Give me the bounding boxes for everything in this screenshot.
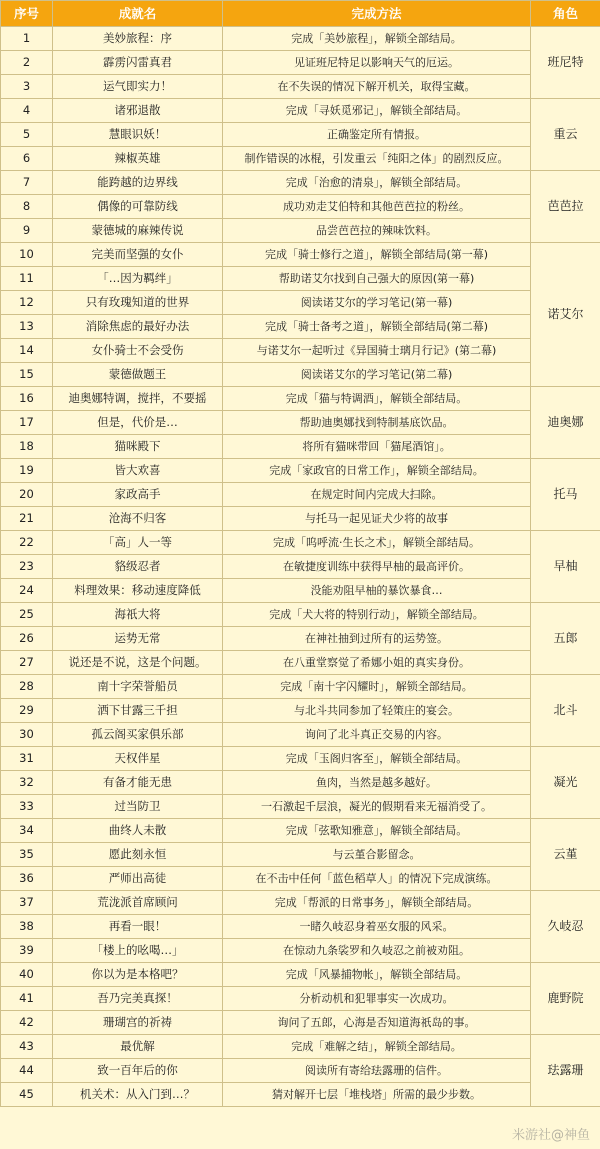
row-method: 阅读诺艾尔的学习笔记(第一幕) xyxy=(223,291,531,315)
row-method: 鱼肉，当然是越多越好。 xyxy=(223,771,531,795)
header-method: 完成方法 xyxy=(223,1,531,27)
row-name: 严师出高徒 xyxy=(53,867,223,891)
row-name: 偶像的可靠防线 xyxy=(53,195,223,219)
table-body xyxy=(1,27,600,1107)
row-method: 一石激起千层浪，凝光的假期看来无福消受了。 xyxy=(223,795,531,819)
row-name: 「楼上的吆喝…」 xyxy=(53,939,223,963)
row-name: 南十字荣誉船员 xyxy=(53,675,223,699)
row-no: 43 xyxy=(1,1035,53,1059)
row-no: 17 xyxy=(1,411,53,435)
row-no: 35 xyxy=(1,843,53,867)
row-no: 11 xyxy=(1,267,53,291)
row-no: 18 xyxy=(1,435,53,459)
row-method: 成功劝走艾伯特和其他芭芭拉的粉丝。 xyxy=(223,195,531,219)
row-method: 正确鉴定所有情报。 xyxy=(223,123,531,147)
row-method: 询问了北斗真正交易的内容。 xyxy=(223,723,531,747)
table-row xyxy=(1,771,600,795)
row-name: 孤云阁买家俱乐部 xyxy=(53,723,223,747)
watermark: 米游社@神鱼 xyxy=(511,1128,590,1143)
row-role: 五郎 xyxy=(531,603,600,675)
table-row xyxy=(1,1083,600,1107)
row-no: 8 xyxy=(1,195,53,219)
row-role: 鹿野院 xyxy=(531,963,600,1035)
row-method: 完成「南十字闪耀时」，解锁全部结局。 xyxy=(223,675,531,699)
header-role: 角色 xyxy=(531,1,600,27)
row-no: 33 xyxy=(1,795,53,819)
row-name: 荒泷派首席顾问 xyxy=(53,891,223,915)
table-row xyxy=(1,291,600,315)
table-row xyxy=(1,507,600,531)
row-method: 完成「玉阁归客至」，解锁全部结局。 xyxy=(223,747,531,771)
table-row xyxy=(1,195,600,219)
row-role: 班尼特 xyxy=(531,27,600,99)
table-row xyxy=(1,1011,600,1035)
table-row xyxy=(1,147,600,171)
row-method: 在八重堂察觉了希娜小姐的真实身份。 xyxy=(223,651,531,675)
table-row xyxy=(1,891,600,915)
table-row xyxy=(1,99,600,123)
row-no: 34 xyxy=(1,819,53,843)
row-role: 诺艾尔 xyxy=(531,243,600,387)
row-name: 运气即实力！ xyxy=(53,75,223,99)
row-name: 但是，代价是… xyxy=(53,411,223,435)
row-role: 北斗 xyxy=(531,675,600,747)
row-role: 久岐忍 xyxy=(531,891,600,963)
row-method: 完成「犬大将的特别行动」，解锁全部结局。 xyxy=(223,603,531,627)
row-no: 42 xyxy=(1,1011,53,1035)
row-method: 完成「美妙旅程」，解锁全部结局。 xyxy=(223,27,531,51)
row-method: 一睹久岐忍身着巫女服的风采。 xyxy=(223,915,531,939)
row-no: 10 xyxy=(1,243,53,267)
table-row xyxy=(1,963,600,987)
row-method: 完成「帮派的日常事务」，解锁全部结局。 xyxy=(223,891,531,915)
row-method: 见证班尼特足以影响天气的厄运。 xyxy=(223,51,531,75)
row-method: 阅读所有寄给珐露珊的信件。 xyxy=(223,1059,531,1083)
row-no: 24 xyxy=(1,579,53,603)
row-method: 在神社抽到过所有的运势签。 xyxy=(223,627,531,651)
row-no: 25 xyxy=(1,603,53,627)
row-method: 在规定时间内完成大扫除。 xyxy=(223,483,531,507)
table-row xyxy=(1,219,600,243)
table-row xyxy=(1,27,600,51)
row-no: 4 xyxy=(1,99,53,123)
row-no: 40 xyxy=(1,963,53,987)
row-role: 早柚 xyxy=(531,531,600,603)
row-method: 完成「难解之结」，解锁全部结局。 xyxy=(223,1035,531,1059)
table-row xyxy=(1,459,600,483)
row-no: 41 xyxy=(1,987,53,1011)
table-row xyxy=(1,603,600,627)
table-row xyxy=(1,171,600,195)
table-row xyxy=(1,555,600,579)
table-row xyxy=(1,675,600,699)
row-no: 23 xyxy=(1,555,53,579)
row-name: 你以为是本格吧？ xyxy=(53,963,223,987)
table-row xyxy=(1,699,600,723)
table-row xyxy=(1,483,600,507)
row-method: 在惊动九条裟罗和久岐忍之前被劝阻。 xyxy=(223,939,531,963)
row-name: 美妙旅程：序 xyxy=(53,27,223,51)
table-row xyxy=(1,531,600,555)
row-name: 只有玫瑰知道的世界 xyxy=(53,291,223,315)
row-no: 7 xyxy=(1,171,53,195)
row-name: 曲终人未散 xyxy=(53,819,223,843)
row-name: 海祇大将 xyxy=(53,603,223,627)
row-name: 完美而坚强的女仆 xyxy=(53,243,223,267)
row-name: 天权伴星 xyxy=(53,747,223,771)
row-method: 帮助迪奥娜找到特制基底饮品。 xyxy=(223,411,531,435)
row-name: 消除焦虑的最好办法 xyxy=(53,315,223,339)
row-no: 28 xyxy=(1,675,53,699)
table-row xyxy=(1,435,600,459)
row-no: 20 xyxy=(1,483,53,507)
row-name: 皆大欢喜 xyxy=(53,459,223,483)
row-role: 珐露珊 xyxy=(531,1035,600,1107)
row-name: 诸邪退散 xyxy=(53,99,223,123)
row-method: 猜对解开七层「堆栈塔」所需的最少步数。 xyxy=(223,1083,531,1107)
row-no: 31 xyxy=(1,747,53,771)
table-row xyxy=(1,1035,600,1059)
row-method: 帮助诺艾尔找到自己强大的原因(第一幕) xyxy=(223,267,531,291)
row-role: 托马 xyxy=(531,459,600,531)
row-no: 45 xyxy=(1,1083,53,1107)
row-name: 迪奥娜特调，搅拌，不要摇 xyxy=(53,387,223,411)
row-name: 霹雳闪雷真君 xyxy=(53,51,223,75)
table-row xyxy=(1,795,600,819)
row-name: 「…因为羁绊」 xyxy=(53,267,223,291)
row-method: 完成「骑士备考之道」，解锁全部结局(第二幕) xyxy=(223,315,531,339)
row-name: 说还是不说，这是个问题。 xyxy=(53,651,223,675)
table-row xyxy=(1,651,600,675)
row-no: 37 xyxy=(1,891,53,915)
row-name: 吾乃完美真探！ xyxy=(53,987,223,1011)
row-no: 30 xyxy=(1,723,53,747)
table-row xyxy=(1,915,600,939)
row-method: 完成「风暴捕物帐」，解锁全部结局。 xyxy=(223,963,531,987)
row-no: 38 xyxy=(1,915,53,939)
row-method: 在不击中任何「蓝色稻草人」的情况下完成演练。 xyxy=(223,867,531,891)
row-name: 能跨越的边界线 xyxy=(53,171,223,195)
row-no: 3 xyxy=(1,75,53,99)
table-row xyxy=(1,1059,600,1083)
row-no: 19 xyxy=(1,459,53,483)
row-name: 辣椒英雄 xyxy=(53,147,223,171)
header-no: 序号 xyxy=(1,1,53,27)
table-row xyxy=(1,315,600,339)
row-name: 洒下甘露三千担 xyxy=(53,699,223,723)
row-method: 与云堇合影留念。 xyxy=(223,843,531,867)
row-method: 制作错误的冰棍，引发重云「纯阳之体」的剧烈反应。 xyxy=(223,147,531,171)
row-name: 蒙德城的麻辣传说 xyxy=(53,219,223,243)
table-row xyxy=(1,363,600,387)
row-method: 完成「弦歌知雅意」，解锁全部结局。 xyxy=(223,819,531,843)
row-name: 猫咪殿下 xyxy=(53,435,223,459)
row-name: 运势无常 xyxy=(53,627,223,651)
row-method: 询问了五郎，心海是否知道海祇岛的事。 xyxy=(223,1011,531,1035)
row-name: 最优解 xyxy=(53,1035,223,1059)
table-row xyxy=(1,411,600,435)
row-name: 有备才能无患 xyxy=(53,771,223,795)
row-no: 32 xyxy=(1,771,53,795)
header-row xyxy=(1,1,600,27)
row-method: 完成「家政官的日常工作」，解锁全部结局。 xyxy=(223,459,531,483)
row-no: 29 xyxy=(1,699,53,723)
row-no: 2 xyxy=(1,51,53,75)
row-no: 15 xyxy=(1,363,53,387)
table-row xyxy=(1,579,600,603)
row-method: 将所有猫咪带回「猫尾酒馆」。 xyxy=(223,435,531,459)
row-method: 阅读诺艾尔的学习笔记(第二幕) xyxy=(223,363,531,387)
row-no: 44 xyxy=(1,1059,53,1083)
table-row xyxy=(1,843,600,867)
row-no: 22 xyxy=(1,531,53,555)
table-row xyxy=(1,123,600,147)
row-no: 27 xyxy=(1,651,53,675)
row-no: 39 xyxy=(1,939,53,963)
row-no: 14 xyxy=(1,339,53,363)
row-no: 1 xyxy=(1,27,53,51)
row-name: 蒙德做题王 xyxy=(53,363,223,387)
table-row xyxy=(1,723,600,747)
row-method: 分析动机和犯罪事实一次成功。 xyxy=(223,987,531,1011)
row-method: 在不失误的情况下解开机关，取得宝藏。 xyxy=(223,75,531,99)
row-method: 完成「治愈的清泉」，解锁全部结局。 xyxy=(223,171,531,195)
table-row xyxy=(1,987,600,1011)
table-row xyxy=(1,339,600,363)
table-row xyxy=(1,867,600,891)
row-method: 没能劝阻早柚的暴饮暴食… xyxy=(223,579,531,603)
row-no: 26 xyxy=(1,627,53,651)
table-row xyxy=(1,939,600,963)
row-method: 与诺艾尔一起听过《异国骑士璃月行记》(第二幕) xyxy=(223,339,531,363)
row-role: 重云 xyxy=(531,99,600,171)
row-name: 致一百年后的你 xyxy=(53,1059,223,1083)
table-row xyxy=(1,243,600,267)
row-role: 凝光 xyxy=(531,747,600,819)
row-name: 愿此刻永恒 xyxy=(53,843,223,867)
row-method: 与托马一起见证犬少将的故事 xyxy=(223,507,531,531)
table-row xyxy=(1,267,600,291)
row-no: 6 xyxy=(1,147,53,171)
row-name: 过当防卫 xyxy=(53,795,223,819)
table-row xyxy=(1,627,600,651)
row-role: 云堇 xyxy=(531,819,600,891)
row-name: 沧海不归客 xyxy=(53,507,223,531)
row-role: 芭芭拉 xyxy=(531,171,600,243)
row-method: 在敏捷度训练中获得早柚的最高评价。 xyxy=(223,555,531,579)
row-name: 料理效果：移动速度降低 xyxy=(53,579,223,603)
header-name: 成就名 xyxy=(53,1,223,27)
row-no: 13 xyxy=(1,315,53,339)
row-name: 貉级忍者 xyxy=(53,555,223,579)
row-name: 珊瑚宫的祈祷 xyxy=(53,1011,223,1035)
row-name: 家政高手 xyxy=(53,483,223,507)
row-no: 16 xyxy=(1,387,53,411)
row-method: 完成「呜呼流·生长之术」，解锁全部结局。 xyxy=(223,531,531,555)
row-no: 9 xyxy=(1,219,53,243)
row-method: 品尝芭芭拉的辣味饮料。 xyxy=(223,219,531,243)
table-row xyxy=(1,387,600,411)
table-row xyxy=(1,819,600,843)
row-method: 完成「骑士修行之道」，解锁全部结局(第一幕) xyxy=(223,243,531,267)
row-no: 12 xyxy=(1,291,53,315)
row-name: 再看一眼！ xyxy=(53,915,223,939)
row-method: 完成「寻妖觅邪记」，解锁全部结局。 xyxy=(223,99,531,123)
row-method: 与北斗共同参加了轻策庄的宴会。 xyxy=(223,699,531,723)
row-role: 迪奥娜 xyxy=(531,387,600,459)
row-method: 完成「猫与特调酒」，解锁全部结局。 xyxy=(223,387,531,411)
table-row xyxy=(1,75,600,99)
table-row xyxy=(1,747,600,771)
row-name: 女仆骑士不会受伤 xyxy=(53,339,223,363)
row-no: 5 xyxy=(1,123,53,147)
row-name: 慧眼识妖！ xyxy=(53,123,223,147)
row-no: 21 xyxy=(1,507,53,531)
row-name: 机关术：从入门到…？ xyxy=(53,1083,223,1107)
row-no: 36 xyxy=(1,867,53,891)
row-name: 「高」人一等 xyxy=(53,531,223,555)
table-row xyxy=(1,51,600,75)
